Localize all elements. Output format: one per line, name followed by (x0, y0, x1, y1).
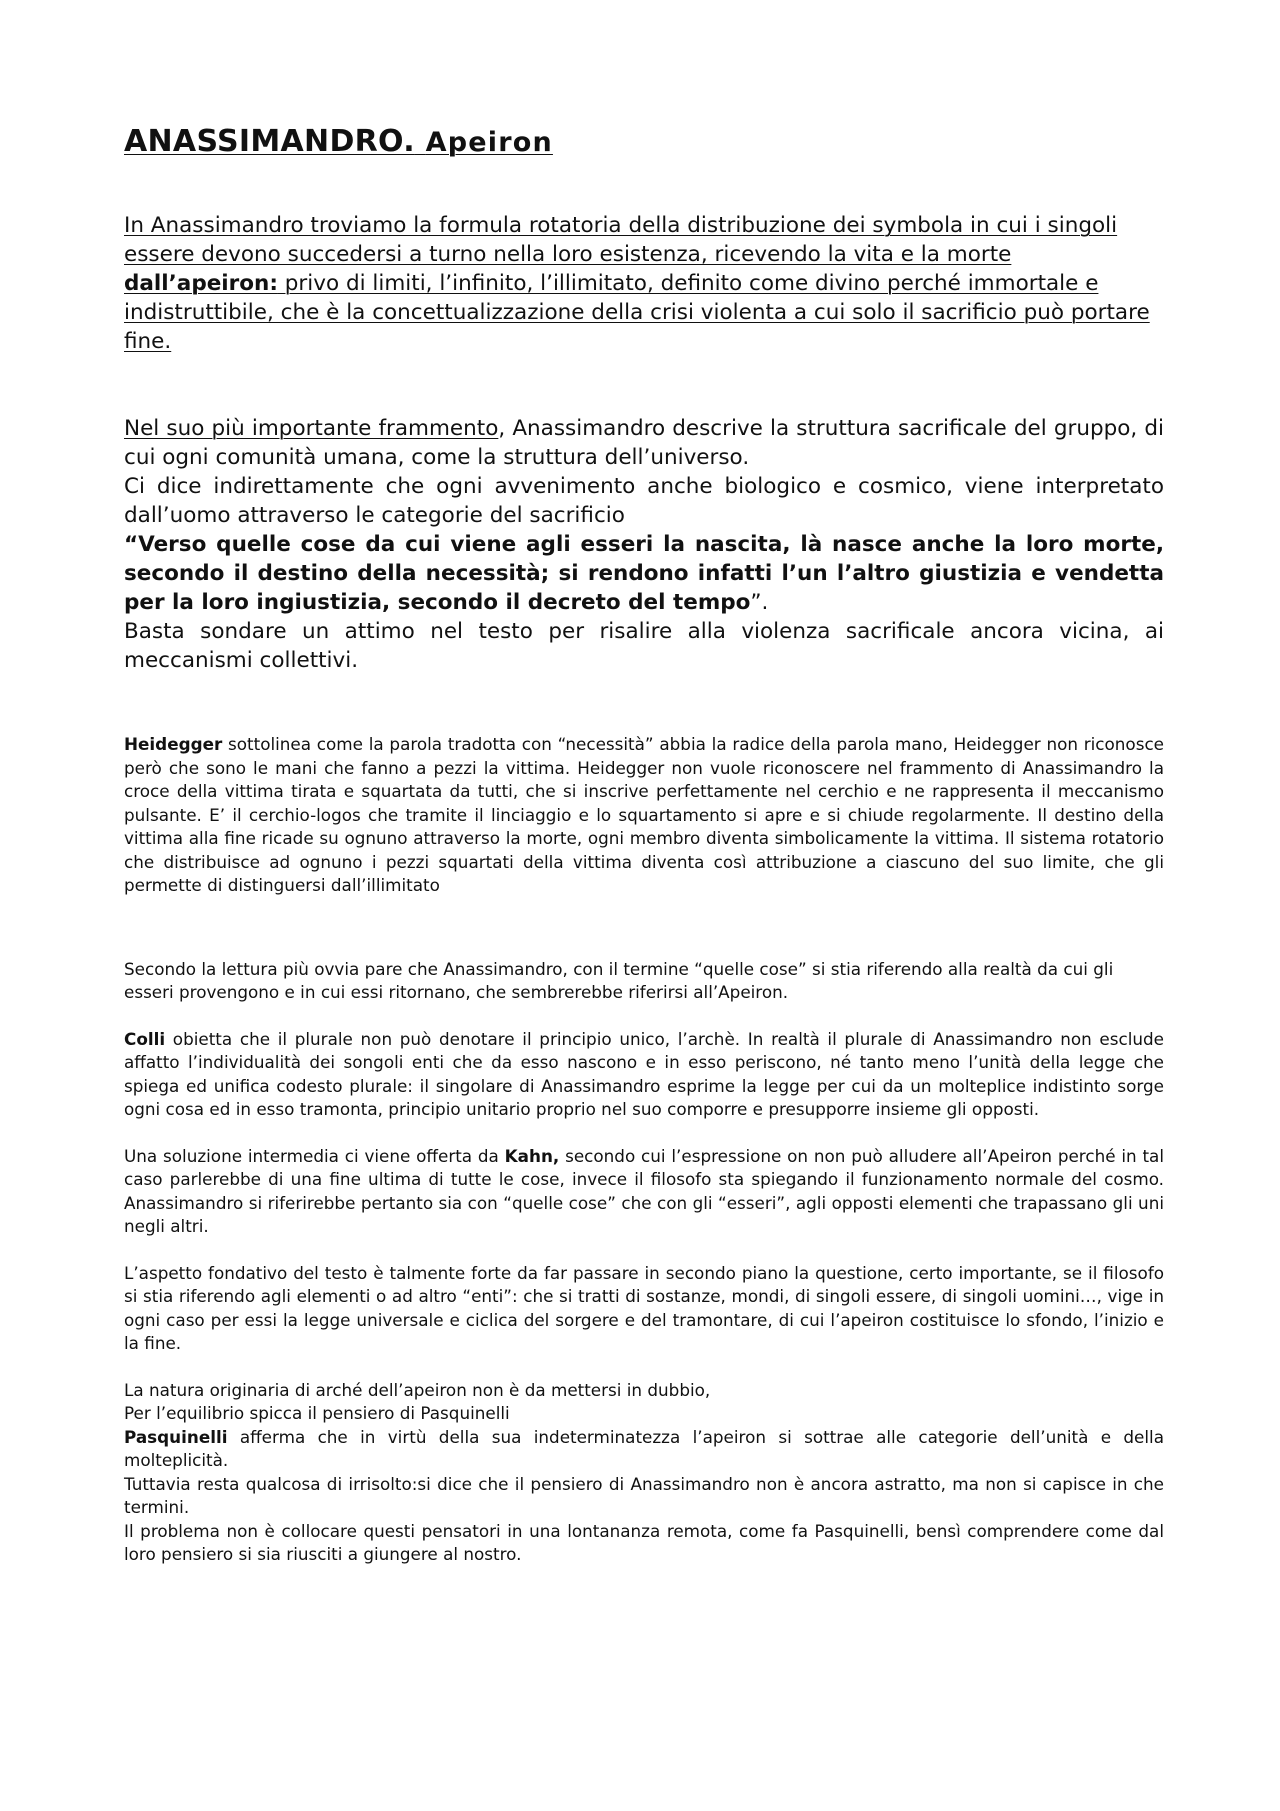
secondo-paragraph: Secondo la lettura più ovvia pare che Anassimandro, con il termine “quelle cose” si stia riferendo alla realtà da cui gli esseri provengono e in cui essi ritornano, che sembrerebbe riferirsi all’Apeiron. (124, 958, 1114, 1002)
fragment-interpretation: Ci dice indirettamente che ogni avvenimento anche biologico e cosmico, viene interpretato dall’uomo attraverso le categorie del sacrificio (124, 474, 1164, 528)
fragment-quote-end: ”. (750, 590, 769, 615)
kahn-paragraph (124, 1145, 1164, 1239)
kahn-text-end: secondo cui l’espressione on non può alludere all’Apeiron perché in tal caso parlerebbe di una fine ultima di tutte le cose, invece il filosofo sta spiegando il funzionamento normale del cosmo. Anassimandro si riferirebbe pertanto sia con “quelle cose” che con gli “esseri”, agli opposti elementi che trapassano gli uni negli altri. (124, 1145, 1164, 1236)
pasquinelli-paragraph (124, 1426, 1164, 1473)
fragment-section (124, 414, 1164, 675)
intro-paragraph (124, 211, 1164, 356)
title-main: ANASSIMANDRO. (124, 124, 415, 159)
fragment-intro-rest: , Anassimandro descrive la struttura sacrificale del gruppo, di cui ogni comunità umana, come la struttura dell’universo. (124, 416, 1164, 470)
colli-text: obietta che il plurale non può denotare il principio unico, l’archè. In realtà il plurale di Anassimandro non esclude affatto l’individualità dei songoli enti che da esso nascono e in esso periscono, né tanto meno l’unità della legge che spiega ed unifica codesto plurale: il singolare di Anassimandro esprime la legge per cui da un molteplice indistinto sorge ogni cosa ed in esso tramonta, principio unitario proprio nel suo comporre e presupporre insieme gli opposti. (124, 1028, 1164, 1119)
equilibrio-line: Per l’equilibrio spicca il pensiero di Pasquinelli (124, 1403, 510, 1423)
problema-paragraph: Il problema non è collocare questi pensatori in una lontananza remota, come fa Pasquinelli, bensì comprendere come dal loro pensiero si sia riusciti a giungere al nostro. (124, 1520, 1164, 1564)
fragment-quote (124, 530, 1164, 617)
page-title (124, 122, 1164, 163)
kahn-text-start: Una soluzione intermedia ci viene offerta da (124, 1145, 505, 1166)
aspetto-paragraph: L’aspetto fondativo del testo è talmente forte da far passare in secondo piano la questione, certo importante, se il filosofo si stia riferendo agli elementi o ad altro “enti”: che si tratti di sostanze, mondi, di singoli essere, di singoli uomini…, vige in ogni caso per essi la legge universale e ciclica del sorgere e del tramontare, di cui l’apeiron costituisce lo sfondo, l’inizio e la fine. (124, 1262, 1164, 1353)
heidegger-paragraph (124, 733, 1164, 898)
kahn-name: Kahn, (504, 1145, 560, 1166)
fragment-conclusion: Basta sondare un attimo nel testo per risalire alla violenza sacrificale ancora vicina, ai meccanismi collettivi. (124, 619, 1164, 673)
heidegger-name: Heidegger (124, 734, 223, 754)
document-page (124, 122, 1164, 1567)
natura-line: La natura originaria di arché dell’apeiron non è da mettersi in dubbio, (124, 1379, 711, 1400)
intro-text-end: privo di limiti, l’infinito, l’illimitato, definito come divino perché immortale e indistruttibile, che è la concettualizzazione della crisi violenta a cui solo il sacrificio può portare fine. (124, 271, 1150, 354)
pasquinelli-text: afferma che in virtù della sua indeterminatezza l’apeiron si sottrae alle categorie dell’unità e della molteplicità. (124, 1426, 1164, 1470)
natura-section (124, 1379, 1164, 1567)
heidegger-text: sottolinea come la parola tradotta con “necessità” abbia la radice della parola mano, Heidegger non riconosce però che sono le mani che fanno a pezzi la vittima. Heidegger non vuole riconoscere nel frammento di Anassimandro la croce della vittima tirata e squartata da tutti, che si inscrive perfettamente nel cerchio e ne rappresenta il meccanismo pulsante. E’ il cerchio-logos che tramite il linciaggio e lo squartamento si apre e si chiude regolarmente. Il destino della vittima alla fine ricade su ognuno attraverso la morte, ogni membro diventa simbolicamente la vittima. Il sistema rotatorio che distribuisce ad ognuno i pezzi squartati della vittima diventa così attribuzione a ciascuno del suo limite, che gli permette di distinguersi dall’illimitato (124, 734, 1164, 895)
colli-name: Colli (124, 1028, 166, 1049)
fragment-intro (124, 414, 1164, 472)
intro-bold-term: dall’apeiron: (124, 271, 278, 296)
colli-paragraph (124, 1028, 1164, 1122)
fragment-link[interactable]: Nel suo più importante frammento (124, 416, 499, 441)
tuttavia-paragraph: Tuttavia resta qualcosa di irrisolto:si dice che il pensiero di Anassimandro non è ancora astratto, ma non si capisce in che termini. (124, 1473, 1164, 1517)
pasquinelli-name: Pasquinelli (124, 1426, 228, 1447)
fragment-quote-text: “Verso quelle cose da cui viene agli esseri la nascita, là nasce anche la loro morte, secondo il destino della necessità; si rendono infatti l’un l’altro giustizia e vendetta per la loro ingiustizia, secondo il decreto del tempo (124, 532, 1164, 615)
title-sub: Apeiron (425, 127, 553, 158)
intro-text-start: In Anassimandro troviamo la formula rotatoria della distribuzione dei symbola in cui i singoli essere devono succedersi a turno nella loro esistenza, ricevendo la vita e la morte (124, 213, 1118, 267)
